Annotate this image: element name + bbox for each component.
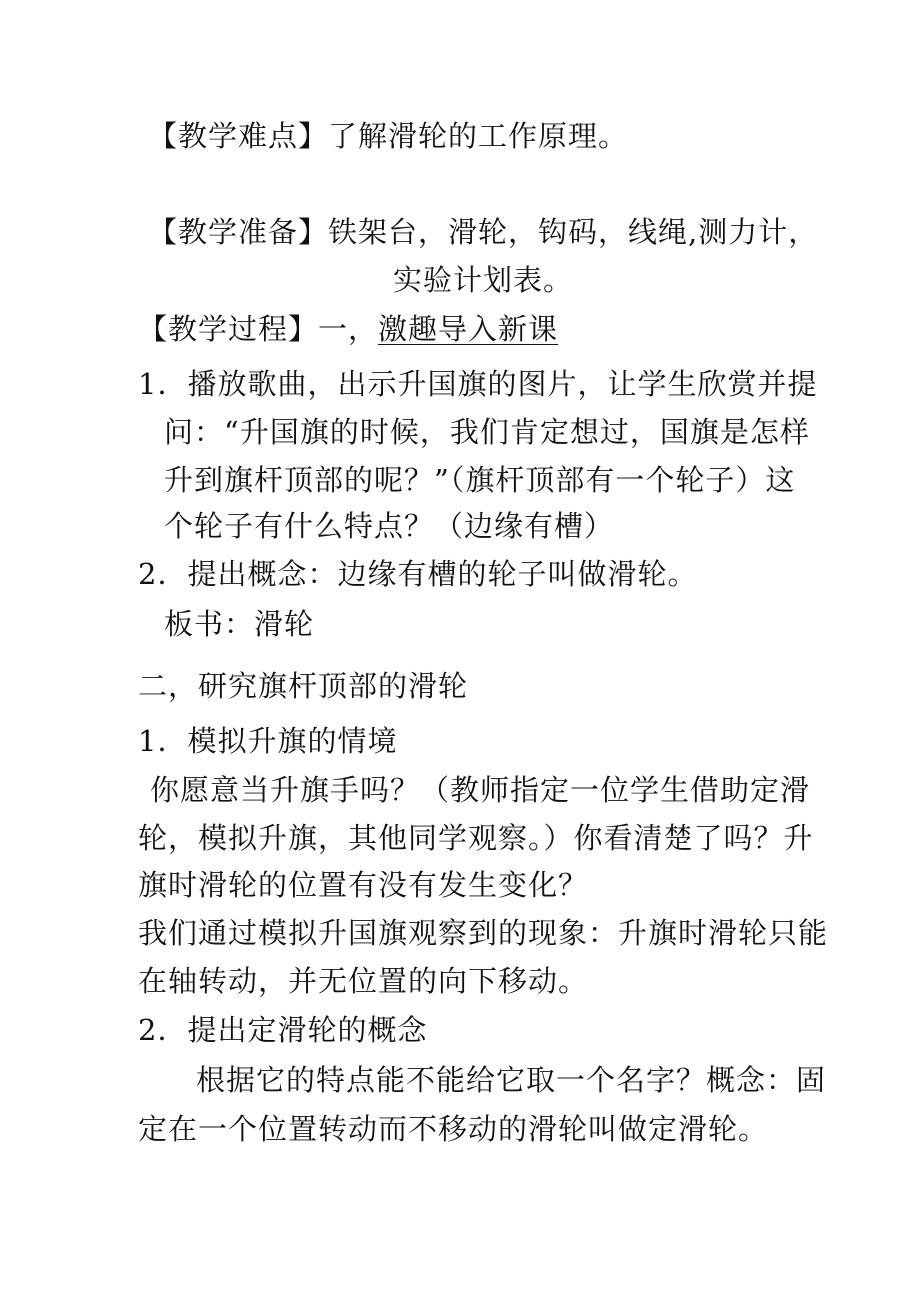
section1-prefix: 一， [318,312,379,346]
item1-line-2: 问：“升国旗的时候，我们肯定想过，国旗是怎样 [164,415,810,449]
difficulty-paragraph [148,118,628,154]
preparation-text-line2: 实验计划表。 [393,263,574,297]
s2-item2-title: 2．提出定滑轮的概念 [138,1013,428,1047]
item1-line-1: 1．播放歌曲，出示升国旗的图片，让学生欣赏并提 [138,367,818,401]
observation-line-1: 我们通过模拟升国旗观察到的现象：升旗时滑轮只能 [138,916,829,950]
s2-item1-line-2: 轮，模拟升旗，其他同学观察。）你看清楚了吗？升 [138,821,814,855]
preparation-label: 【教学准备】 [148,215,329,249]
board-note: 板书：滑轮 [164,607,315,641]
difficulty-label: 【教学难点】 [148,119,329,153]
item2-line: 2．提出概念：边缘有槽的轮子叫做滑轮。 [138,557,698,591]
section2-title: 二，研究旗杆顶部的滑轮 [138,669,469,703]
difficulty-text: 了解滑轮的工作原理。 [328,119,629,153]
s2-item1-line-3: 旗时滑轮的位置有没有发生变化？ [138,868,589,902]
process-heading [138,311,558,347]
s2-item1-line-1: 你愿意当升旗手吗？（教师指定一位学生借助定滑 [150,773,811,807]
s2-item1-title: 1．模拟升旗的情境 [138,724,398,758]
section1-title: 激趣导入新课 [378,312,559,346]
item1-line-3: 升到旗杆顶部的呢？”（旗杆顶部有一个轮子）这 [164,463,796,497]
item1-line-4: 个轮子有什么特点？（边缘有槽） [164,509,615,543]
process-label: 【教学过程】 [138,312,319,346]
concept-line-2: 定在一个位置转动而不移动的滑轮叫做定滑轮。 [138,1112,769,1146]
concept-line-1: 根据它的特点能不能给它取一个名字？概念：固 [196,1063,827,1097]
observation-line-2: 在轴转动，并无位置的向下移动。 [138,964,589,998]
preparation-paragraph [148,214,818,250]
preparation-text-line1: 铁架台，滑轮，钩码，线绳,测力计， [328,215,819,249]
